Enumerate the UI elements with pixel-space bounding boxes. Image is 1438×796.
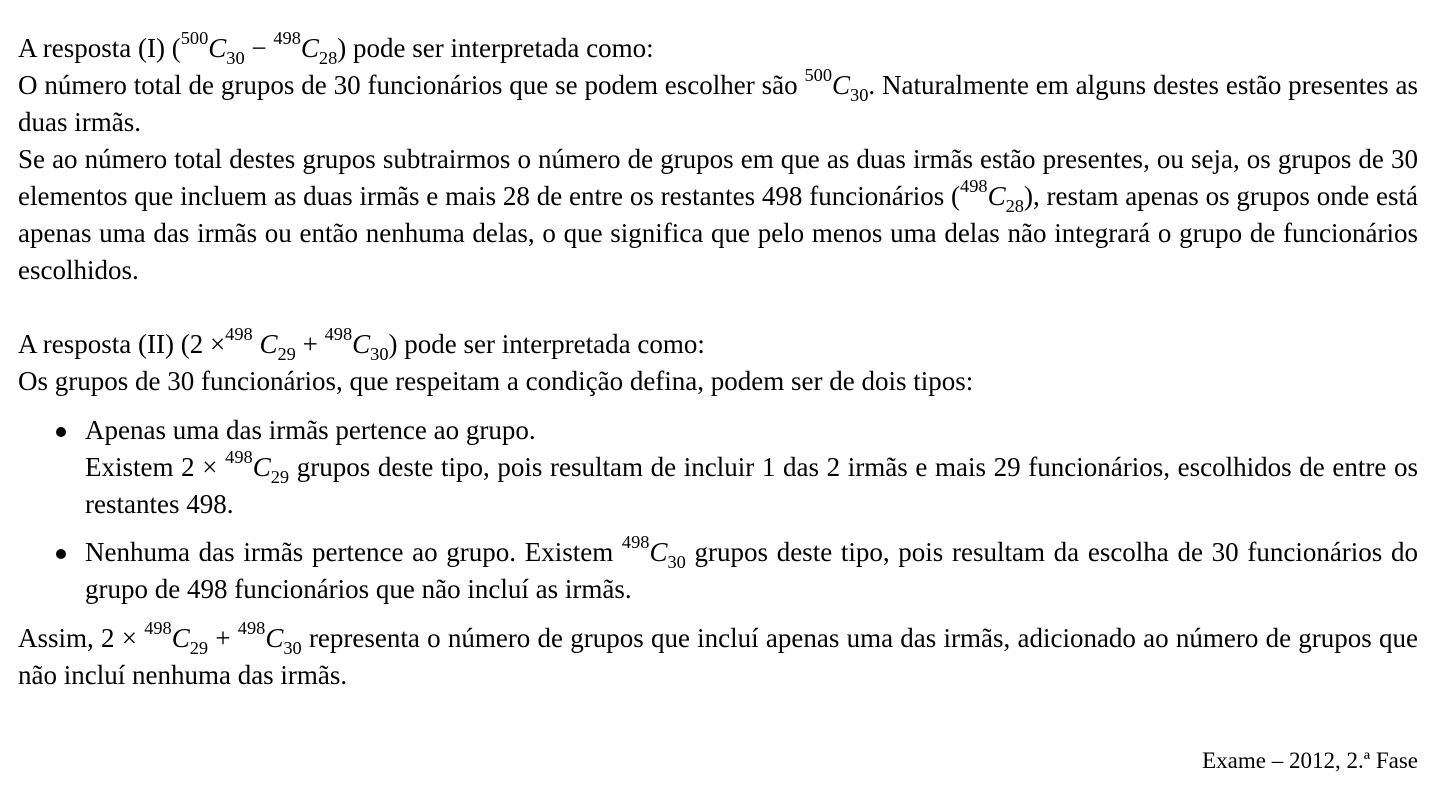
math-expression: $^{498}C_{30}$ bbox=[621, 532, 686, 573]
bullet-icon bbox=[56, 549, 66, 559]
spacer bbox=[18, 289, 1418, 326]
math-expression: $^{498}C_{29} + ^{498}C_{30}$ bbox=[144, 618, 302, 659]
math-expression: $^{498}C_{29}$ bbox=[225, 447, 290, 488]
section-i-heading: A resposta (I) $(^{500}C_{30} - ^{498}C_{28})$ pode ser interpretada como: bbox=[18, 28, 654, 69]
section-ii-intro: Os grupos de 30 funcionários, que respeitam a condição defina, podem ser de dois tipos: bbox=[18, 366, 974, 396]
section-ii-heading: A resposta (II) (2 ×$^{498}$ $C_{29} + ^{498}C_{30}$) pode ser interpretada como: bbox=[18, 324, 705, 365]
bullet-list bbox=[18, 412, 1418, 608]
list-item: Nenhuma das irmãs pertence ao grupo. Existem $^{498}C_{30}$ grupos deste tipo, pois resultam da escolha de 30 funcionários do grupo de 498 funcionários que não incluí as irmãs. bbox=[18, 534, 1418, 608]
source-citation: Exame – 2012, 2.ª Fase bbox=[1202, 748, 1418, 773]
section-i-paragraph-2: Se ao número total destes grupos subtrairmos o número de grupos em que as duas irmãs estão presentes, ou seja, os grupos de 30 elementos que incluem as duas irmãs e mais 28 de entre os restantes 498 funcionários $(^{498}C_{28})$, restam apenas os grupos onde está apenas uma das irmãs ou então nenhuma delas, o que significa que pelo menos uma delas não integrará o grupo de funcionários escolhidos. bbox=[18, 144, 1419, 285]
math-expression: $^{498}$ $C_{29} + ^{498}C_{30}$ bbox=[225, 324, 389, 365]
conclusion-paragraph: Assim, $2 \times ^{498}C_{29} + ^{498}C_{30}$ representa o número de grupos que incluí apenas uma das irmãs, adicionado ao número de grupos que não incluí nenhuma das irmãs. bbox=[18, 618, 1418, 690]
section-i-paragraph-1: O número total de grupos de 30 funcionários que se podem escolher são $^{500}C_{30}$. Naturalmente em alguns destes estão presentes as duas irmãs. bbox=[18, 65, 1418, 137]
bullet-icon bbox=[56, 427, 66, 437]
document bbox=[18, 30, 1418, 694]
list-item: Apenas uma das irmãs pertence ao grupo. Existem $2 \times ^{498}C_{29}$ grupos deste tipo, pois resultam de incluir 1 das 2 irmãs e mais 29 funcionários, escolhidos de entre os restantes 498. bbox=[18, 412, 1418, 523]
spacer bbox=[18, 400, 1418, 412]
math-expression: $^{498}C_{28}$ bbox=[960, 176, 1024, 217]
math-expression: $^{500}C_{30}$ bbox=[804, 65, 869, 106]
spacer bbox=[18, 608, 1418, 620]
math-expression: $^{500}C_{30} - ^{498}C_{28}$ bbox=[180, 28, 338, 69]
